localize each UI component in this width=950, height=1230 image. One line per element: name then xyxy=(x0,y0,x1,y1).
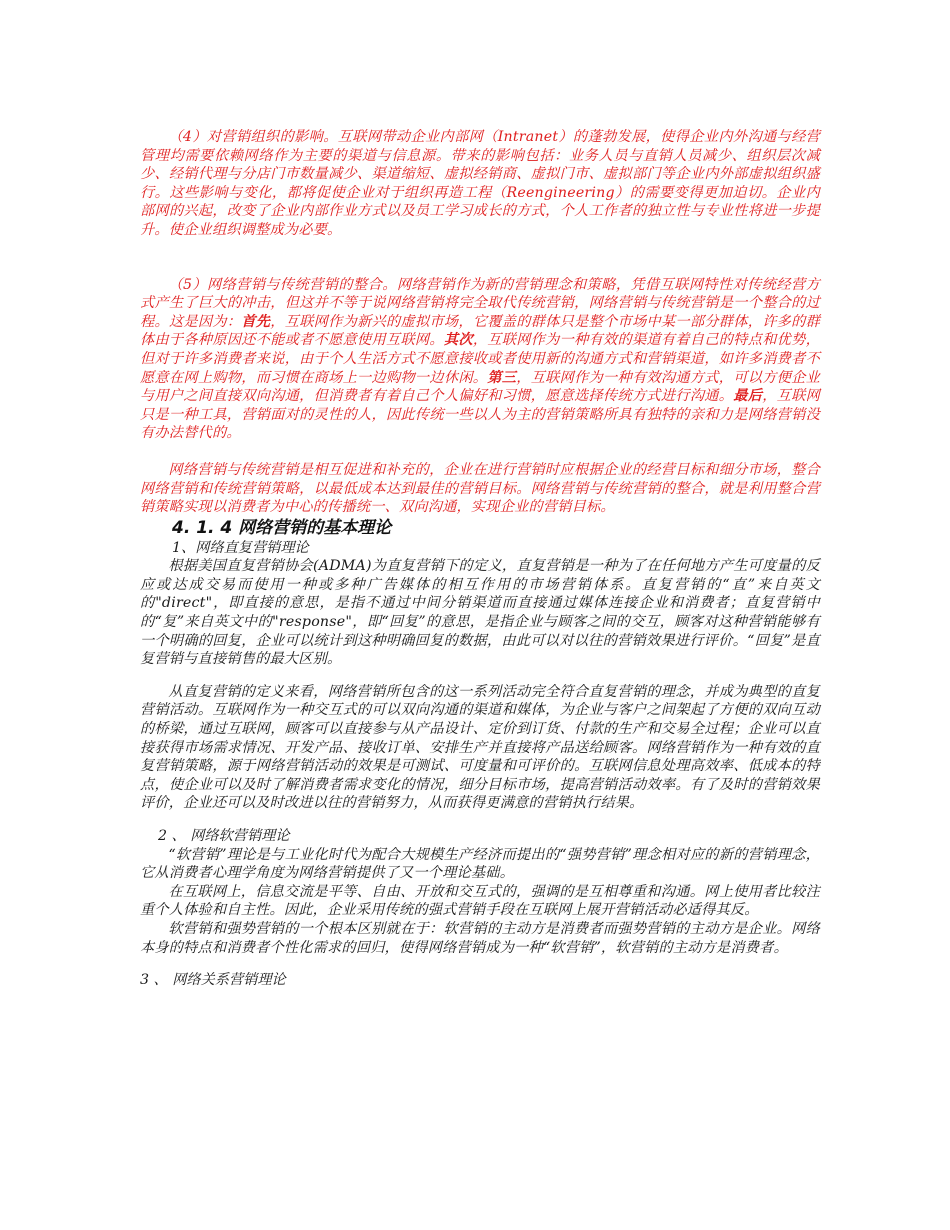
paragraph-soft-3: 软营销和强势营销的一个根本区别就在于：软营销的主动方是消费者而强势营销的主动方是企业。网络本身的特点和消费者个性化需求的回归，使得网络营销成为一种“软营销”，软营销的主动方是消费者。 xyxy=(140,920,820,956)
keyword-third: 第三 xyxy=(487,369,517,386)
text-segment: （5）网络营销与传统营销的整合。网络营销作为新的营销理念和策略，凭借互联网特性对传统经营方式产生了巨大的冲击，但这并不等于说网络营销将完全取代传统营销，网络营销与传统营销是一个整合的过程。这是因为： xyxy=(140,276,820,330)
subsection-title-soft-marketing: 2 、 网络软营销理论 xyxy=(158,828,290,844)
keyword-finally: 最后 xyxy=(733,388,763,405)
paragraph-integration xyxy=(140,276,820,443)
document-page xyxy=(140,128,820,990)
text-segment: ，互联网作为一种有效的渠道有着自己的特点和优势，但对于许多消费者来说，由于个人生活方式不愿意接收或者使用新的沟通方式和营销渠道，如许多消费者不愿意在网上购物，而习惯在商场上一边购物一边休闲。 xyxy=(140,332,820,386)
paragraph-soft-2: 在互联网上，信息交流是平等、自由、开放和交互式的，强调的是互相尊重和沟通。网上使用者比较注重个人体验和自主性。因此，企业采用传统的强式营销手段在互联网上展开营销活动必适得其反。 xyxy=(140,883,820,919)
text-segment: ，互联网作为新兴的虚拟市场，它覆盖的群体只是整个市场中某一部分群体，许多的群体由于各种原因还不能或者不愿意使用互联网。 xyxy=(140,313,821,349)
subsection-title-direct-marketing: 1、网络直复营销理论 xyxy=(172,539,309,556)
paragraph-direct-definition: 根据美国直复营销协会(ADMA)为直复营销下的定义，直复营销是一种为了在任何地方产生可度量的反应或达成交易而使用一种或多种广告媒体的相互作用的市场营销体系。直复营销的“直”来自英文的"direct"，即直接的意思，是指不通过中间分销渠道而直接通过媒体连接企业和消费者；直复营销中的“复”来自英文中的"response"，即“回复”的意思，是指企业与顾客之间的交互，顾客对这种营销能够有一个明确的回复，企业可以统计到这种明确回复的数据，由此可以对以往的营销效果进行评价。“回复”是直复营销与直接销售的最大区别。 xyxy=(140,558,820,668)
paragraph-direct-analysis: 从直复营销的定义来看，网络营销所包含的这一系列活动完全符合直复营销的理念，并成为典型的直复营销活动。互联网作为一种交互式的可以双向沟通的渠道和媒体，为企业与客户之间架起了方便的双向互动的桥梁，通过互联网，顾客可以直接参与从产品设计、定价到订货、付款的生产和交易全过程；企业可以直接获得市场需求情况、开发产品、接收订单、安排生产并直接将产品送给顾客。网络营销作为一种有效的直复营销策略，源于网络营销活动的效果是可测试、可度量和可评价的。互联网信息处理高效率、低成本的特点，使企业可以及时了解消费者需求变化的情况，细分目标市场，提高营销活动效率。有了及时的营销效果评价，企业还可以及时改进以往的营销努力，从而获得更满意的营销执行结果。 xyxy=(140,683,820,812)
keyword-second: 其次 xyxy=(443,332,473,349)
section-heading: 4. 1. 4 网络营销的基本理论 xyxy=(172,517,392,538)
text-segment: ，互联网只是一种工具，营销面对的灵性的人，因此传统一些以人为主的营销策略所具有独特的亲和力是网络营销没有办法替代的。 xyxy=(140,388,820,442)
paragraph-complement: 网络营销与传统营销是相互促进和补充的，企业在进行营销时应根据企业的经营目标和细分市场，整合网络营销和传统营销策略，以最低成本达到最佳的营销目标。网络营销与传统营销的整合，就是利用整合营销策略实现以消费者为中心的传播统一、双向沟通，实现企业的营销目标。 xyxy=(140,461,820,516)
keyword-first: 首先 xyxy=(241,313,271,330)
text-segment: ，互联网作为一种有效沟通方式，可以方便企业与用户之间直接双向沟通，但消费者有着自己个人偏好和习惯，愿意选择传统方式进行沟通。 xyxy=(140,369,821,405)
subsection-title-relationship-marketing: 3 、 网络关系营销理论 xyxy=(140,972,286,989)
paragraph-soft-1: “软营销”理论是与工业化时代为配合大规模生产经济而提出的“强势营销”理念相对应的新的营销理念，它从消费者心理学角度为网络营销提供了又一个理论基础。 xyxy=(140,846,820,882)
paragraph-org-impact: （4）对营销组织的影响。互联网带动企业内部网（Intranet）的蓬勃发展，使得企业内外沟通与经营管理均需要依赖网络作为主要的渠道与信息源。带来的影响包括：业务人员与直销人员减少、组织层次减少、经销代理与分店门市数量减少、渠道缩短、虚拟经销商、虚拟门市、虚拟部门等企业内外部虚拟组织盛行。这些影响与变化，都将促使企业对于组织再造工程（Reengineering）的需要变得更加迫切。企业内部网的兴起，改变了企业内部作业方式以及员工学习成长的方式，个人工作者的独立性与专业性将进一步提升。使企业组织调整成为必要。 xyxy=(140,129,820,238)
